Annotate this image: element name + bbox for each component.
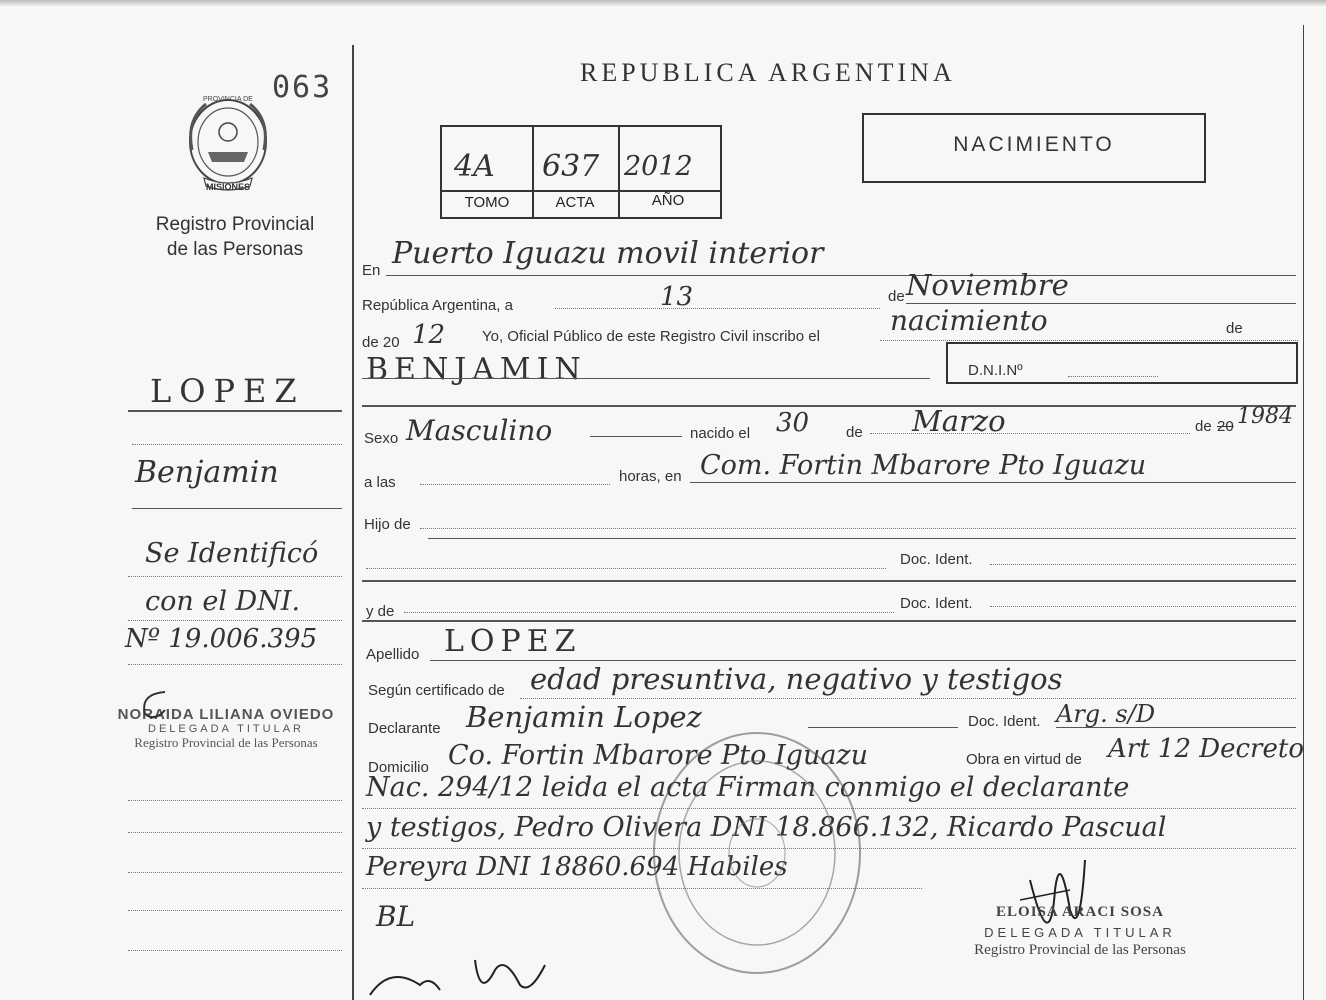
label-doc-ident-3: Doc. Ident.	[968, 713, 1041, 730]
label-de-birth: de	[846, 424, 863, 441]
provincial-seal-icon	[178, 90, 278, 195]
label-segun: Según certificado de	[368, 682, 505, 699]
act-type-value: nacimiento	[890, 304, 1048, 337]
right-border	[1303, 25, 1304, 1000]
label-hijo: Hijo de	[364, 516, 411, 533]
birth-month-value: Marzo	[912, 404, 1006, 438]
certificate-value: edad presuntiva, negativo y testigos	[530, 662, 1063, 696]
margin-divider	[352, 45, 354, 1000]
ano-value: 2012	[624, 151, 693, 182]
registry-line-2: de las Personas	[166, 239, 304, 260]
name-value: BENJAMIN	[366, 352, 587, 387]
margin-surname: LOPEZ	[150, 372, 305, 410]
text-line-2: y testigos, Pedro Olivera DNI 18.866.132, Ricardo Pascual	[366, 812, 1167, 843]
margin-signature-icon	[135, 684, 175, 724]
tomo-value: 4A	[454, 149, 495, 184]
margin-note-1: Se Identificó	[145, 538, 319, 569]
stamp-role: DELEGADA TITULAR	[148, 723, 304, 735]
seal-bottom-text: MISIONES	[206, 182, 251, 192]
tomo-label: TOMO	[464, 194, 510, 211]
acta-label: ACTA	[555, 194, 595, 211]
document-type: NACIMIENTO	[953, 133, 1115, 156]
birth-year-value: 1984	[1237, 404, 1293, 429]
sex-value: Masculino	[406, 414, 553, 447]
label-inscribo: Yo, Oficial Público de este Registro Civil inscribo el	[482, 328, 820, 345]
label-de20: de	[1195, 418, 1212, 435]
label-alas: a las	[364, 474, 396, 491]
folio-number: 063	[272, 70, 333, 105]
birth-day-value: 30	[776, 408, 810, 438]
country-title: REPUBLICA ARGENTINA	[580, 58, 956, 87]
label-doc-ident-2: Doc. Ident.	[900, 595, 973, 612]
label-de-month: de	[888, 288, 905, 305]
label-obra: Obra en virtud de	[966, 751, 1082, 768]
label-republica: República Argentina, a	[362, 297, 513, 314]
label-de-act: de	[1226, 320, 1243, 337]
label-nacido: nacido el	[690, 425, 751, 442]
address-value: Co. Fortin Mbarore Pto Iguazu	[448, 740, 869, 771]
seal-top-text: PROVINCIA DE	[203, 96, 253, 103]
stamp-name: NORAIDA LILIANA OVIEDO	[117, 706, 335, 723]
scan-edge	[0, 0, 1326, 6]
bottom-signatures-icon	[360, 945, 560, 1000]
signature-registry: Registro Provincial de las Personas	[974, 942, 1186, 958]
label-year-prefix: de 20	[362, 334, 400, 351]
label-horas: horas, en	[619, 468, 682, 485]
registry-title	[130, 212, 340, 262]
ano-label: AÑO	[651, 192, 685, 209]
label-yde: y de	[366, 603, 395, 620]
label-declarante: Declarante	[368, 720, 441, 737]
label-en: En	[362, 262, 381, 279]
birth-place-value: Com. Fortin Mbarore Pto Iguazu	[700, 450, 1147, 481]
stamp-registry: Registro Provincial de las Personas	[134, 735, 318, 750]
initials-value: BL	[376, 900, 416, 933]
signature-name: ELOISA ARACI SOSA	[996, 904, 1164, 920]
label-apellido: Apellido	[366, 646, 420, 663]
label-dni: D.N.I.Nº	[968, 362, 1023, 379]
signature-block	[940, 904, 1220, 959]
declarant-value: Benjamin Lopez	[466, 700, 702, 734]
acta-box	[440, 125, 722, 219]
place-value: Puerto Iguazu movil interior	[392, 236, 824, 271]
month-value: Noviembre	[906, 268, 1069, 302]
margin-name: Benjamin	[135, 455, 279, 490]
text-line-1: Nac. 294/12 leida el acta Firman conmigo el declarante	[366, 772, 1130, 803]
margin-note-3: Nº 19.006.395	[125, 624, 318, 654]
day-value: 13	[660, 282, 694, 312]
dni-box	[946, 342, 1298, 384]
document-type-box	[862, 113, 1206, 183]
text-line-3: Pereyra DNI 18860.694 Habiles	[366, 852, 788, 882]
margin-note-2: con el DNI.	[145, 586, 301, 617]
label-sexo: Sexo	[364, 430, 399, 447]
label-domicilio: Domicilio	[368, 759, 429, 776]
registry-line-1: Registro Provincial	[155, 214, 315, 235]
surname-value: LOPEZ	[444, 624, 582, 659]
declarant-doc-value: Arg. s/D	[1056, 700, 1156, 728]
year-suffix: 12	[412, 320, 446, 350]
struck-20: 20	[1217, 418, 1234, 435]
acta-value: 637	[542, 149, 600, 184]
obra-value: Art 12 Decreto	[1108, 734, 1304, 764]
signature-role: DELEGADA TITULAR	[984, 925, 1176, 940]
official-round-stamp-icon	[650, 728, 865, 978]
label-doc-ident-1: Doc. Ident.	[900, 551, 973, 568]
